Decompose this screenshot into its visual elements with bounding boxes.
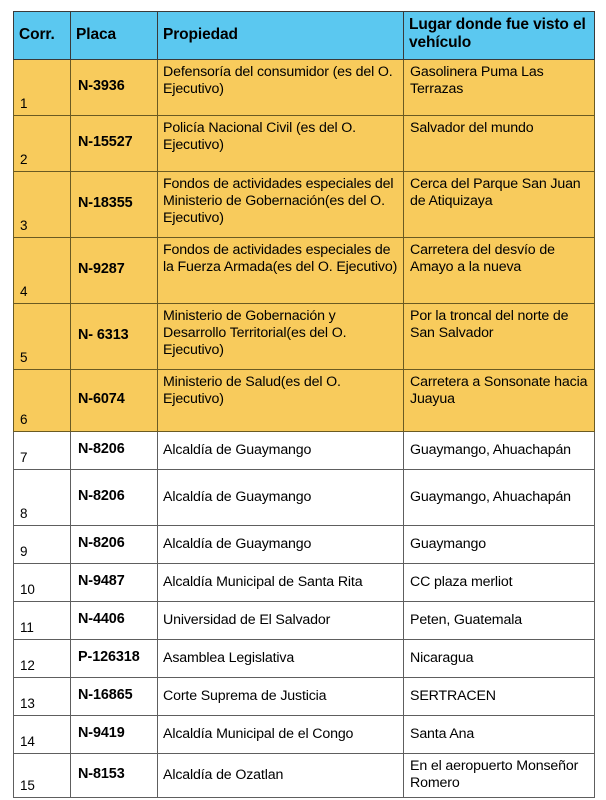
column-header-propiedad: Propiedad [158, 12, 404, 60]
cell-correlativo: 8 [14, 469, 71, 525]
cell-propiedad: Fondos de actividades especiales del Ministerio de Gobernación(es del O. Ejecutivo) [158, 171, 404, 237]
cell-correlativo: 7 [14, 431, 71, 469]
table-header [14, 12, 595, 60]
cell-correlativo: 11 [14, 601, 71, 639]
column-header-lugar: Lugar donde fue visto el vehículo [404, 12, 595, 60]
cell-lugar: Peten, Guatemala [404, 601, 595, 639]
column-header-placa: Placa [71, 12, 158, 60]
cell-correlativo: 12 [14, 639, 71, 677]
cell-placa: N-18355 [71, 171, 158, 237]
cell-placa: N-6074 [71, 369, 158, 431]
cell-lugar: Carretera del desvío de Amayo a la nueva [404, 237, 595, 303]
cell-lugar: Santa Ana [404, 715, 595, 753]
cell-propiedad: Corte Suprema de Justicia [158, 677, 404, 715]
column-header-corr: Corr. [14, 12, 71, 60]
cell-placa: N-9287 [71, 237, 158, 303]
cell-correlativo: 4 [14, 237, 71, 303]
cell-propiedad: Asamblea Legislativa [158, 639, 404, 677]
table-row [14, 171, 595, 237]
cell-placa: N-9419 [71, 715, 158, 753]
cell-correlativo: 6 [14, 369, 71, 431]
vehicle-registry-table [13, 11, 595, 798]
table-row [14, 639, 595, 677]
cell-propiedad: Alcaldía de Guaymango [158, 525, 404, 563]
table-row [14, 677, 595, 715]
cell-lugar: En el aeropuerto Monseñor Romero [404, 753, 595, 797]
cell-propiedad: Alcaldía de Guaymango [158, 469, 404, 525]
table-row [14, 303, 595, 369]
cell-lugar: Salvador del mundo [404, 115, 595, 171]
cell-correlativo: 15 [14, 753, 71, 797]
cell-correlativo: 3 [14, 171, 71, 237]
cell-propiedad: Universidad de El Salvador [158, 601, 404, 639]
cell-propiedad: Ministerio de Gobernación y Desarrollo Territorial(es del O. Ejecutivo) [158, 303, 404, 369]
cell-lugar: Gasolinera Puma Las Terrazas [404, 59, 595, 115]
cell-propiedad: Fondos de actividades especiales de la Fuerza Armada(es del O. Ejecutivo) [158, 237, 404, 303]
cell-lugar: Guaymango, Ahuachapán [404, 431, 595, 469]
cell-placa: P-126318 [71, 639, 158, 677]
table-row [14, 369, 595, 431]
cell-lugar: Carretera a Sonsonate hacia Juayua [404, 369, 595, 431]
cell-lugar: Por la troncal del norte de San Salvador [404, 303, 595, 369]
table-row [14, 59, 595, 115]
cell-placa: N-8153 [71, 753, 158, 797]
cell-placa: N- 6313 [71, 303, 158, 369]
vehicle-table-container [13, 11, 594, 798]
cell-correlativo: 9 [14, 525, 71, 563]
table-row [14, 115, 595, 171]
table-row [14, 525, 595, 563]
cell-lugar: Nicaragua [404, 639, 595, 677]
cell-placa: N-8206 [71, 431, 158, 469]
cell-lugar: SERTRACEN [404, 677, 595, 715]
table-row [14, 237, 595, 303]
cell-propiedad: Ministerio de Salud(es del O. Ejecutivo) [158, 369, 404, 431]
cell-placa: N-4406 [71, 601, 158, 639]
table-body [14, 59, 595, 797]
cell-lugar: Cerca del Parque San Juan de Atiquizaya [404, 171, 595, 237]
cell-placa: N-8206 [71, 525, 158, 563]
table-row [14, 431, 595, 469]
cell-correlativo: 1 [14, 59, 71, 115]
cell-lugar: Guaymango [404, 525, 595, 563]
cell-placa: N-9487 [71, 563, 158, 601]
cell-propiedad: Alcaldía de Guaymango [158, 431, 404, 469]
cell-propiedad: Alcaldía de Ozatlan [158, 753, 404, 797]
table-row [14, 601, 595, 639]
cell-correlativo: 13 [14, 677, 71, 715]
cell-lugar: CC plaza merliot [404, 563, 595, 601]
cell-placa: N-8206 [71, 469, 158, 525]
cell-placa: N-3936 [71, 59, 158, 115]
cell-correlativo: 14 [14, 715, 71, 753]
table-row [14, 469, 595, 525]
cell-correlativo: 2 [14, 115, 71, 171]
cell-correlativo: 10 [14, 563, 71, 601]
cell-propiedad: Defensoría del consumidor (es del O. Ejecutivo) [158, 59, 404, 115]
table-row [14, 753, 595, 797]
header-row [14, 12, 595, 60]
cell-lugar: Guaymango, Ahuachapán [404, 469, 595, 525]
cell-propiedad: Alcaldía Municipal de Santa Rita [158, 563, 404, 601]
cell-propiedad: Alcaldía Municipal de el Congo [158, 715, 404, 753]
cell-placa: N-15527 [71, 115, 158, 171]
cell-correlativo: 5 [14, 303, 71, 369]
cell-propiedad: Policía Nacional Civil (es del O. Ejecutivo) [158, 115, 404, 171]
table-row [14, 715, 595, 753]
table-row [14, 563, 595, 601]
cell-placa: N-16865 [71, 677, 158, 715]
